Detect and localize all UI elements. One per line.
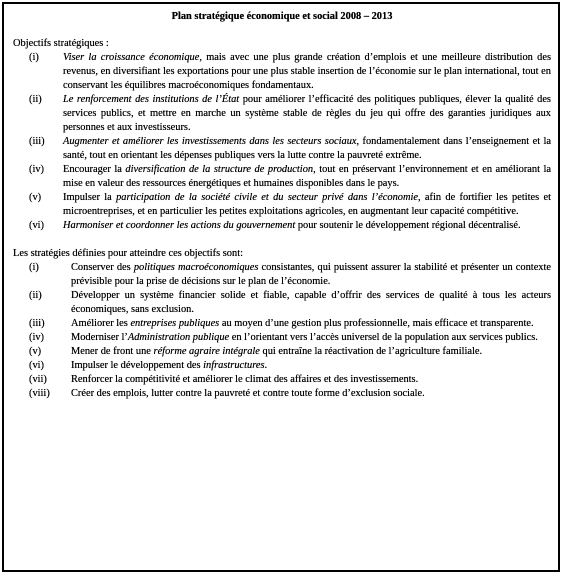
strategy-item-number: (iv) <box>29 332 45 343</box>
plain-text: consistantes, qui puissent assurer la stabilité et présenter un contexte prévisible pour la prise de décisions sur le plan de l’économie. <box>71 262 551 287</box>
strategy-item <box>13 289 551 317</box>
strategy-item-number: (vi) <box>29 360 45 371</box>
strategy-item <box>13 359 551 373</box>
plain-text: Renforcer la compétitivité et améliorer le climat des affaires et des investissements. <box>71 374 419 385</box>
objective-item <box>13 93 551 135</box>
strategy-item-text <box>71 261 551 289</box>
emphasis-text: participation de la société civile et du secteur privé dans l’économie <box>116 192 418 203</box>
strategies-list <box>13 261 551 401</box>
objective-item <box>13 51 551 93</box>
emphasis-text: réforme agraire intégrale <box>153 346 260 357</box>
objective-item-number: (i) <box>29 52 39 63</box>
strategy-item-text <box>71 331 551 345</box>
strategy-item-number: (vii) <box>29 374 47 385</box>
emphasis-text: Harmoniser et coordonner les actions du gouvernement <box>63 220 296 231</box>
plain-text: qui entraîne la réactivation de l’agriculture familiale. <box>259 346 483 357</box>
plain-text: , tout en préservant l’environnement et en améliorant la mise en valeur des ressources énergétiques et humaines disponibles dans le pays. <box>63 164 551 189</box>
emphasis-text: diversification de la structure de production <box>125 164 314 175</box>
objective-item-text <box>63 219 551 233</box>
plain-text: Impulser la <box>63 192 117 203</box>
strategy-item-text <box>71 359 551 373</box>
plain-text: Améliorer les <box>71 318 131 329</box>
emphasis-text: Viser la croissance économique <box>63 52 200 63</box>
emphasis-text: entreprises publiques <box>130 318 220 329</box>
plain-text: en l’orientant vers l’accès universel de la population aux services publics. <box>229 332 538 343</box>
objective-item <box>13 191 551 219</box>
objectives-list <box>13 51 551 233</box>
strategy-item-text <box>71 373 551 387</box>
strategy-item <box>13 331 551 345</box>
strategies-heading: Les stratégies définies pour atteindre ces objectifs sont: <box>13 248 243 259</box>
strategy-item-number: (viii) <box>29 388 50 399</box>
objective-item-text <box>63 51 551 93</box>
emphasis-text: Le renforcement des institutions de l’État <box>63 94 240 105</box>
plain-text: Moderniser l’ <box>71 332 128 343</box>
plain-text: , fondamentalement dans l’enseignement et la santé, tout en orientant les dépenses publiques vers la lutte contre la pauvreté extrême. <box>63 136 551 161</box>
objective-item-text <box>63 93 551 135</box>
strategy-item <box>13 261 551 289</box>
strategy-item-number: (iii) <box>29 318 45 329</box>
strategy-item <box>13 373 551 387</box>
objective-item-number: (vi) <box>29 220 45 231</box>
plain-text: au moyen d’une gestion plus professionnelle, mais efficace et transparente. <box>219 318 534 329</box>
strategy-item-number: (i) <box>29 262 39 273</box>
document-box <box>2 2 560 572</box>
plain-text: . <box>264 360 268 371</box>
plain-text: Conserver des <box>71 262 134 273</box>
plain-text: pour améliorer l’efficacité des politiques publiques, élever la qualité des services publics, et mettre en marche un système stable de règles du jeu qui offre des garanties juridiques aux personnes et aux investisseurs. <box>63 94 551 133</box>
emphasis-text: Augmenter et améliorer les investissements dans les secteurs sociaux <box>63 136 357 147</box>
strategy-item-text <box>71 317 551 331</box>
objective-item <box>13 135 551 163</box>
strategy-item-text <box>71 387 551 401</box>
plain-text: Créer des emplois, lutter contre la pauvreté et contre toute forme d’exclusion sociale. <box>71 388 425 399</box>
objective-item-number: (iii) <box>29 136 45 147</box>
strategy-item-number: (v) <box>29 346 42 357</box>
objectives-heading: Objectifs stratégiques : <box>13 38 109 49</box>
emphasis-text: Administration publique <box>127 332 230 343</box>
objective-item-number: (iv) <box>29 164 45 175</box>
emphasis-text: politiques macroéconomiques <box>133 262 259 273</box>
objective-item <box>13 219 551 233</box>
strategy-item <box>13 317 551 331</box>
document-title: Plan stratégique économique et social 2008 – 2013 <box>171 11 393 22</box>
objective-item-number: (v) <box>29 192 42 203</box>
objective-item-text <box>63 135 551 163</box>
plain-text: pour soutenir le développement régional décentralisé. <box>295 220 521 231</box>
objective-item-text <box>63 191 551 219</box>
strategy-item <box>13 345 551 359</box>
plain-text: Mener de front une <box>71 346 154 357</box>
plain-text: Impulser le développement des <box>71 360 204 371</box>
strategy-item-text <box>71 345 551 359</box>
objective-item <box>13 163 551 191</box>
objective-item-number: (ii) <box>29 94 42 105</box>
plain-text: Encourager la <box>63 164 126 175</box>
plain-text: , mais avec une plus grande création d’emplois et une meilleure distribution des revenus, en diversifiant les exportations pour une plus stable insertion de l’économie sur le plan international, tout en conservant les équilibres macroéconomiques fondamentaux. <box>63 52 551 91</box>
objective-item-text <box>63 163 551 191</box>
strategy-item-text <box>71 289 551 317</box>
plain-text: Développer un système financier solide et fiable, capable d’offrir des services de qualité à tous les acteurs économiques, sans exclusion. <box>71 290 551 315</box>
plain-text: , afin de fortifier les petites et microentreprises, et en particulier les petites exploitations agricoles, en augmentant leur capacité compétitive. <box>63 192 551 217</box>
strategy-item-number: (ii) <box>29 290 42 301</box>
emphasis-text: infrastructures <box>203 360 265 371</box>
strategy-item <box>13 387 551 401</box>
